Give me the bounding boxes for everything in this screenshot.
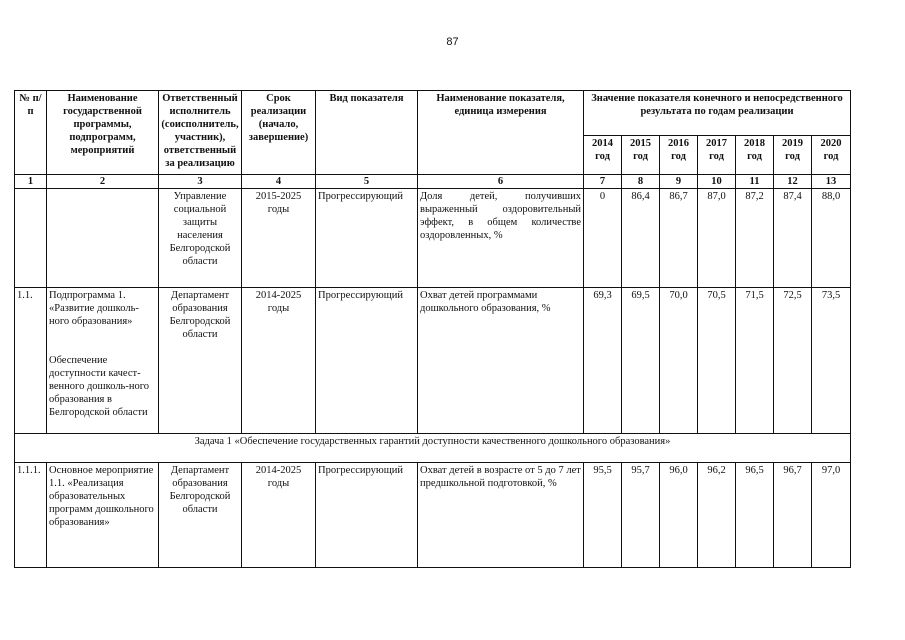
table-row bbox=[15, 189, 851, 288]
row-indicator: Охват детей программами дошкольного образования, % bbox=[418, 288, 584, 434]
row-value: 0 bbox=[584, 189, 622, 288]
row-type: Прогрессирующий bbox=[316, 463, 418, 568]
row-value: 70,0 bbox=[660, 288, 698, 434]
column-number: 9 bbox=[660, 175, 698, 189]
row-value: 70,5 bbox=[698, 288, 736, 434]
header-values: Значение показателя конечного и непосредственного результата по годам реализации bbox=[584, 91, 851, 136]
task-title: Задача 1 «Обеспечение государственных гарантий доступности качественного дошкольного образования» bbox=[194, 436, 671, 447]
column-number: 6 bbox=[418, 175, 584, 189]
header-row bbox=[15, 91, 851, 136]
table-row bbox=[15, 288, 851, 434]
row-responsible: Департамент образования Белгородской области bbox=[159, 288, 242, 434]
row-num: 1.1.1. bbox=[15, 463, 47, 568]
column-number-row bbox=[15, 175, 851, 189]
row-value: 87,0 bbox=[698, 189, 736, 288]
row-name bbox=[47, 189, 159, 288]
column-number: 10 bbox=[698, 175, 736, 189]
row-type: Прогрессирующий bbox=[316, 288, 418, 434]
column-number: 1 bbox=[15, 175, 47, 189]
row-num: 1.1. bbox=[15, 288, 47, 434]
header-name: Наименование государственной программы, подпрограмм, мероприятий bbox=[47, 91, 159, 175]
row-value: 95,7 bbox=[622, 463, 660, 568]
row-value: 96,0 bbox=[660, 463, 698, 568]
row-value: 69,5 bbox=[622, 288, 660, 434]
header-year: 2018 год bbox=[736, 136, 774, 175]
row-responsible: Управление социальной защиты населения Белгородской области bbox=[159, 189, 242, 288]
header-type: Вид показателя bbox=[316, 91, 418, 175]
row-term: 2014-2025 годы bbox=[242, 288, 316, 434]
row-value: 96,5 bbox=[736, 463, 774, 568]
header-term: Срок реализации (начало, завершение) bbox=[242, 91, 316, 175]
row-type: Прогрессирующий bbox=[316, 189, 418, 288]
row-name-extra: Обеспечение доступности качест-венного дошколь-ного образования в Белгородской области bbox=[49, 355, 150, 418]
row-value: 86,4 bbox=[622, 189, 660, 288]
header-responsible: Ответственный исполнитель (соисполнитель, участник), ответственный за реализацию bbox=[159, 91, 242, 175]
header-year: 2015 год bbox=[622, 136, 660, 175]
row-indicator: Охват детей в возрасте от 5 до 7 лет предшкольной подготовкой, % bbox=[418, 463, 584, 568]
header-year: 2019 год bbox=[774, 136, 812, 175]
header-num: № п/п bbox=[15, 91, 47, 175]
row-value: 72,5 bbox=[774, 288, 812, 434]
row-value: 95,5 bbox=[584, 463, 622, 568]
row-value: 87,2 bbox=[736, 189, 774, 288]
column-number: 8 bbox=[622, 175, 660, 189]
row-term: 2014-2025 годы bbox=[242, 463, 316, 568]
header-year: 2014 год bbox=[584, 136, 622, 175]
column-number: 13 bbox=[812, 175, 851, 189]
header-year: 2017 год bbox=[698, 136, 736, 175]
row-value: 96,7 bbox=[774, 463, 812, 568]
row-name-cell bbox=[47, 288, 159, 434]
row-indicator: Доля детей, получивших выраженный оздоровительный эффект, в общем количестве оздоровленных, % bbox=[418, 189, 584, 288]
row-num bbox=[15, 189, 47, 288]
column-number: 12 bbox=[774, 175, 812, 189]
column-number: 4 bbox=[242, 175, 316, 189]
task-row-cell bbox=[15, 434, 851, 463]
row-term: 2015-2025 годы bbox=[242, 189, 316, 288]
page-number: 87 bbox=[446, 36, 459, 48]
header-indicator: Наименование показателя, единица измерения bbox=[418, 91, 584, 175]
table-row bbox=[15, 463, 851, 568]
task-row bbox=[15, 434, 851, 463]
row-name: Подпрограмма 1. «Развитие дошколь-ного образования» bbox=[49, 290, 139, 327]
row-value: 87,4 bbox=[774, 189, 812, 288]
column-number: 5 bbox=[316, 175, 418, 189]
row-responsible: Департамент образования Белгородской области bbox=[159, 463, 242, 568]
indicators-table bbox=[14, 90, 851, 568]
row-value: 86,7 bbox=[660, 189, 698, 288]
column-number: 7 bbox=[584, 175, 622, 189]
row-value: 97,0 bbox=[812, 463, 851, 568]
column-number: 3 bbox=[159, 175, 242, 189]
column-number: 2 bbox=[47, 175, 159, 189]
row-value: 73,5 bbox=[812, 288, 851, 434]
header-year: 2020 год bbox=[812, 136, 851, 175]
column-number: 11 bbox=[736, 175, 774, 189]
row-value: 96,2 bbox=[698, 463, 736, 568]
row-name: Основное мероприятие 1.1. «Реализация образовательных программ дошкольного образования» bbox=[47, 463, 159, 568]
row-value: 71,5 bbox=[736, 288, 774, 434]
header-year: 2016 год bbox=[660, 136, 698, 175]
row-value: 88,0 bbox=[812, 189, 851, 288]
row-value: 69,3 bbox=[584, 288, 622, 434]
